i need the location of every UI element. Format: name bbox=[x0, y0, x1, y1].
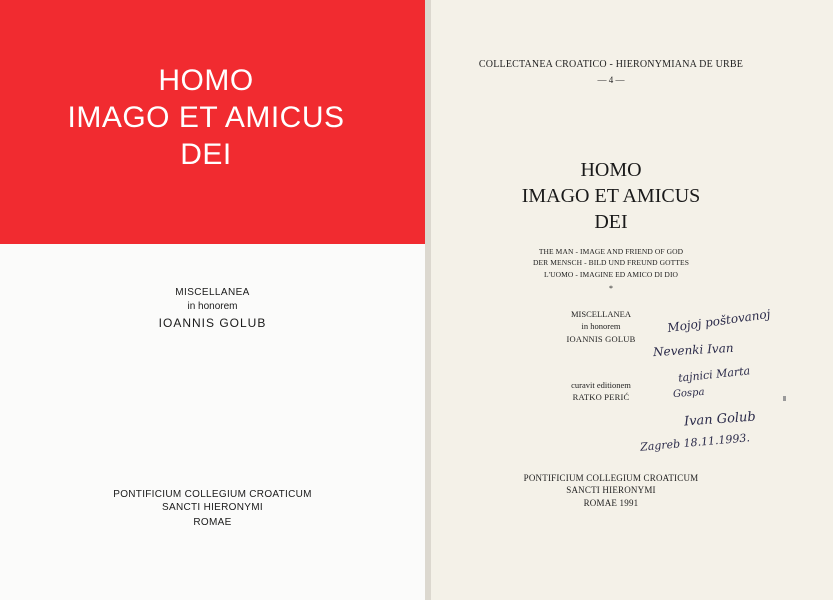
page-honoree: IOANNIS GOLUB bbox=[566, 334, 636, 344]
curavit-label: curavit editionem bbox=[571, 380, 631, 390]
series-number: — 4 — bbox=[597, 75, 625, 85]
cover-publisher-line: SANCTI HIERONYMI bbox=[162, 502, 263, 513]
editor-name: RATKO PERIĆ bbox=[572, 392, 630, 402]
translation-line: DER MENSCH - BILD UND FREUND GOTTES bbox=[532, 258, 689, 267]
page-publisher-line: PONTIFICIUM COLLEGIUM CROATICUM bbox=[523, 473, 699, 483]
page-title-line: IMAGO ET AMICUS bbox=[521, 185, 701, 207]
cover-publisher-line: ROMAE bbox=[193, 517, 232, 528]
series-title: COLLECTANEA CROATICO - HIERONYMIANA DE URBE bbox=[478, 59, 744, 70]
handwritten-dedication bbox=[640, 300, 830, 470]
page-publisher-line: SANCTI HIERONYMI bbox=[566, 485, 656, 495]
cover-title bbox=[0, 62, 412, 173]
page-subtitle: MISCELLANEA bbox=[571, 309, 631, 319]
cover-title-line: IMAGO ET AMICUS bbox=[67, 101, 345, 134]
cover-in-honorem: in honorem bbox=[187, 301, 238, 312]
cover-publisher-line: PONTIFICIUM COLLEGIUM CROATICUM bbox=[113, 489, 312, 500]
cover-honoree: IOANNIS GOLUB bbox=[158, 316, 267, 330]
separator-star: * bbox=[609, 284, 613, 293]
page-title-line: DEI bbox=[594, 211, 628, 233]
inscription-line: tajnici Marta bbox=[677, 364, 751, 385]
margin-mark bbox=[783, 396, 786, 401]
page-publisher-line: ROMAE 1991 bbox=[583, 498, 639, 508]
inscription-line: Mojoj poštovanoj bbox=[666, 306, 772, 336]
cover-title-line: DEI bbox=[180, 138, 232, 171]
inscription-line: Nevenki Ivan bbox=[652, 340, 734, 360]
inscription-date: Zagreb 18.11.1993. bbox=[639, 431, 751, 454]
page-in-honorem: in honorem bbox=[581, 321, 621, 331]
translation-line: THE MAN - IMAGE AND FRIEND OF GOD bbox=[538, 247, 684, 256]
translation-line: L'UOMO - IMAGINE ED AMICO DI DIO bbox=[543, 270, 679, 279]
page-title bbox=[431, 157, 791, 235]
cover-subtitle: MISCELLANEA bbox=[175, 287, 250, 298]
page-title-line: HOMO bbox=[580, 159, 642, 181]
inscription-signature: Ivan Golub bbox=[683, 409, 757, 430]
cover-title-line: HOMO bbox=[158, 64, 254, 97]
inscription-line: Gospa bbox=[672, 386, 705, 401]
